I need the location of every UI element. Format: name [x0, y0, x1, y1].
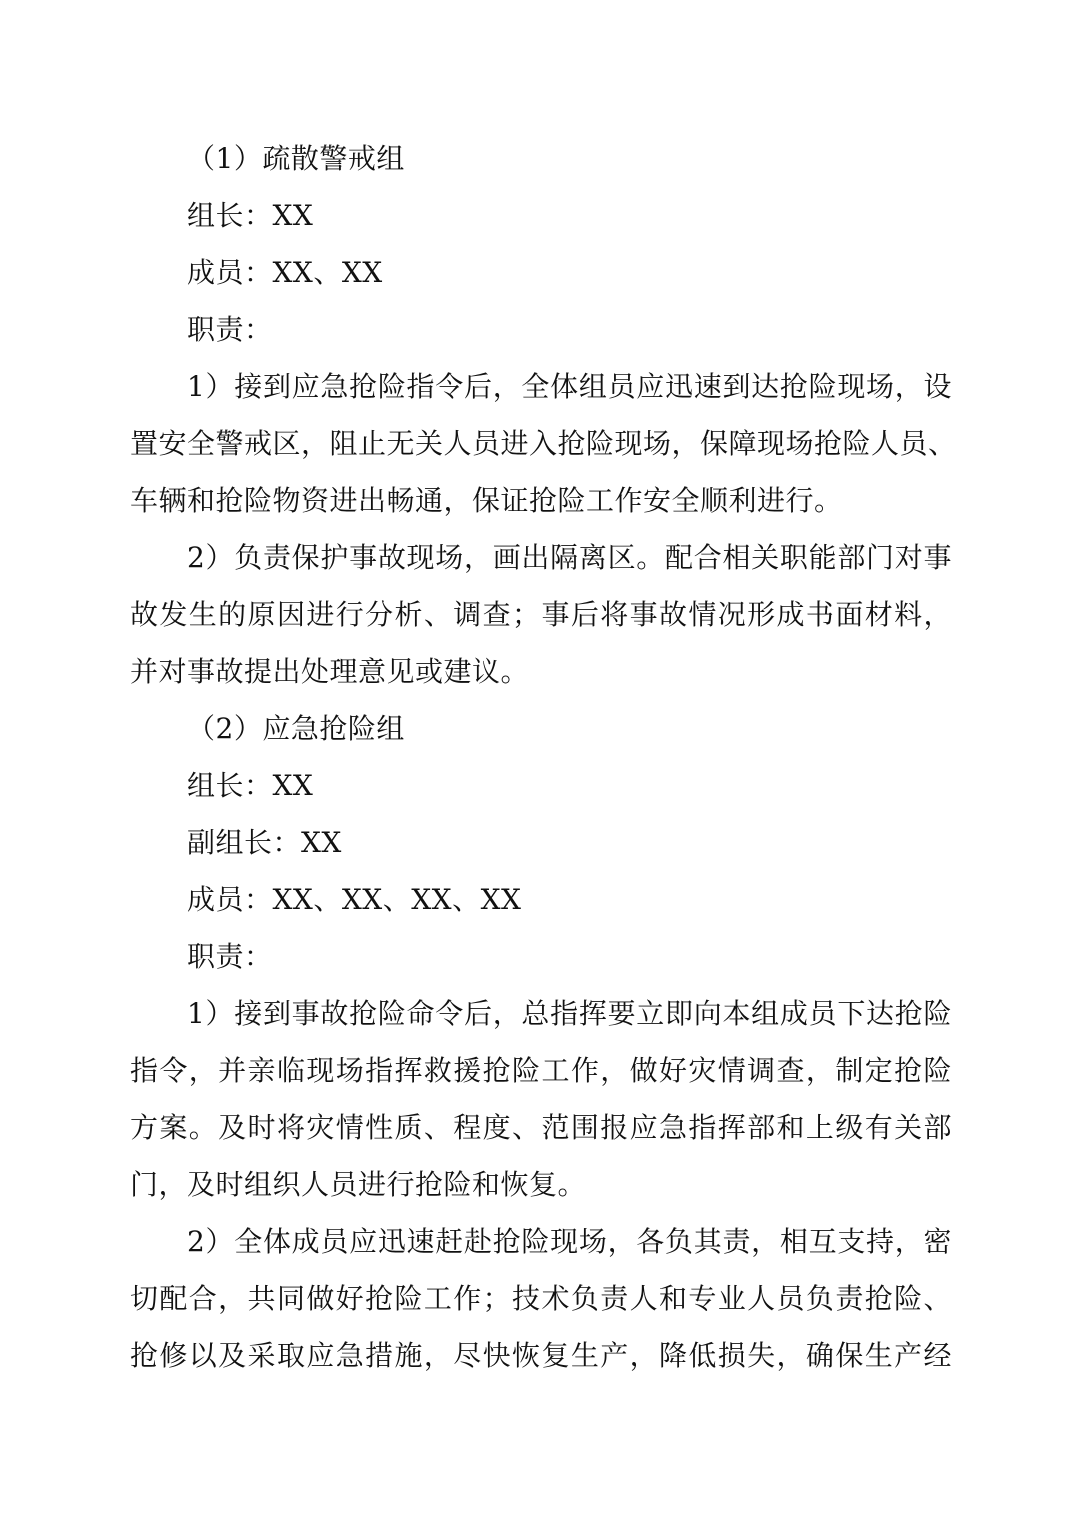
section1-heading: （1）疏散警戒组	[187, 142, 405, 175]
document-body	[130, 130, 957, 1384]
section2-members: 成员：XX、XX、XX、XX	[187, 883, 522, 916]
section2-leader: 组长：XX	[187, 769, 314, 802]
section2-heading: （2）应急抢险组	[187, 712, 405, 745]
section2-duties-label: 职责：	[187, 940, 273, 973]
section1-members: 成员：XX、XX	[187, 256, 383, 289]
section2-duty1-line: 门，及时组织人员进行抢险和恢复。	[130, 1168, 587, 1201]
section1-duties-label: 职责：	[187, 313, 273, 346]
section2-duty1-line: 1）接到事故抢险命令后，总指挥要立即向本组成员下达抢险	[187, 997, 952, 1030]
section1-duty1-line: 1）接到应急抢险指令后，全体组员应迅速到达抢险现场，设	[187, 370, 952, 403]
section2-duty1-line: 指令，并亲临现场指挥救援抢险工作，做好灾情调查，制定抢险	[130, 1054, 952, 1087]
section1-duty2-line: 故发生的原因进行分析、调查；事后将事故情况形成书面材料，	[130, 598, 952, 631]
section2-duty2-line: 抢修以及采取应急措施，尽快恢复生产，降低损失，确保生产经	[130, 1339, 952, 1372]
section1-duty1-line: 车辆和抢险物资进出畅通，保证抢险工作安全顺利进行。	[130, 484, 843, 517]
section2-duty2-line: 切配合，共同做好抢险工作；技术负责人和专业人员负责抢险、	[130, 1282, 952, 1315]
section1-duty1-line: 置安全警戒区，阻止无关人员进入抢险现场，保障现场抢险人员、	[130, 427, 957, 460]
section2-deputy-leader: 副组长：XX	[187, 826, 342, 859]
section1-leader: 组长：XX	[187, 199, 314, 232]
section2-duty2-line: 2）全体成员应迅速赶赴抢险现场，各负其责，相互支持，密	[187, 1225, 952, 1258]
section1-duty2-line: 并对事故提出处理意见或建议。	[130, 655, 530, 688]
section1-duty2-line: 2）负责保护事故现场，画出隔离区。配合相关职能部门对事	[187, 541, 952, 574]
section2-duty1-line: 方案。及时将灾情性质、程度、范围报应急指挥部和上级有关部	[130, 1111, 952, 1144]
